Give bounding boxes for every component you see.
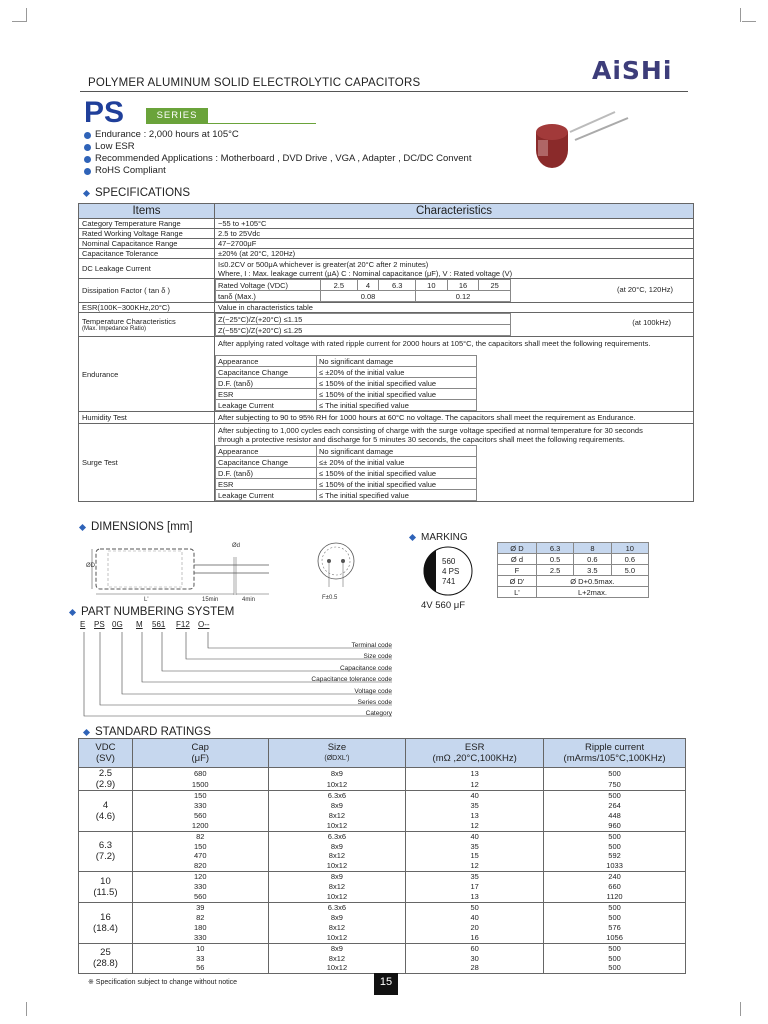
esr-cell: 17: [406, 882, 544, 892]
crop-mark: [740, 8, 741, 22]
section-part-numbering: PART NUMBERING SYSTEM: [70, 606, 234, 618]
size-cell: 8x12: [268, 851, 406, 861]
pn-label-voltage: Voltage code: [354, 688, 392, 695]
size-cell: 8x12: [268, 882, 406, 892]
feature-item: Low ESR: [84, 141, 471, 153]
pn-label-terminal: Terminal code: [351, 642, 392, 649]
pn-label-series: Series code: [357, 699, 392, 706]
cap-cell: 680: [132, 768, 268, 780]
esr-cell: 20: [406, 923, 544, 933]
bullet-icon: [84, 144, 91, 151]
size-cell: 8x12: [268, 954, 406, 964]
cap-cell: 330: [132, 882, 268, 892]
col-header-esr: ESR (mΩ ,20°C,100KHz): [406, 739, 544, 768]
section-specifications: SPECIFICATIONS: [84, 187, 190, 199]
size-cell: 6.3x6: [268, 791, 406, 801]
col-header-ripple: Ripple current (mArms/105°C,100KHz): [544, 739, 686, 768]
table-row: [79, 801, 686, 811]
specifications-table: Items Characteristics Category Temperature Range −55 to +105°C Rated Working Voltage Range 2.5 to 25Vdc Nominal Capacitance Range 47~2700μF Capacitance Tolerance ±20% (at 20°C, 120Hz) DC Leakage Current I≤0.2CV or 500μA whichever is greater(at 20°C after 2 minutes) Where, I : Max. leakage current (μA) C : Nominal capacitance (μF), V : Rated voltage (V) Dissipation Factor ( tan δ ) Rated Voltage (VDC) 2.5 4 6.3 10 16 25 tanδ (Max.) 0.08 0.12 (at 20°C, 120Hz) ESR(100K~300KHz,20°C) Value in characteristics table Temperature Characteristics (Max. Impedance Ratio) Z(−25°C)/Z(+20°C) ≤1.15 Z(−55°C)/Z(+20°C) ≤1.25 (at 100kHz) Endurance After applying rated voltage with rated ripple current for 2000 hours at 105°C, the capacitors shall meet the following requirements. Appearance No significant damage Capacitance Change ≤ ±20% of the initial value D.F. (tanδ) ≤ 150% of the initial specified value ESR ≤ 150% of the initial specified value Leakage Current ≤ The initial specified value Humidity Test After subjecting to 90 to 95% RH for 1000 hours at 60°C no voltage. The capacitors shall meet the requirement as Endurance. Surge Test After subjecting to 1,000 cycles each consisting of charge with the surge voltage specified at normal temperature for 30 seconds through a protective resistor and discharge for 5 minutes 30 seconds, the capacitors shall meet the following requirements. Appearance No significant damage Capacitance Change ≤± 20% of the initial value D.F. (tanδ) ≤ 150% of the initial specified value ESR ≤ 150% of the initial specified value Leakage Current ≤ The initial specified value: [78, 203, 694, 502]
esr-cell: 50: [406, 902, 544, 912]
table-row: [79, 851, 686, 861]
table-row: [79, 791, 686, 801]
size-cell: 8x9: [268, 943, 406, 953]
size-cell: 8x9: [268, 872, 406, 882]
size-cell: 8x9: [268, 801, 406, 811]
dim-d-label: Ød: [232, 543, 241, 549]
table-row: [79, 923, 686, 933]
surge-table: Appearance No significant damage Capacitance Change ≤± 20% of the initial value D.F. (tanδ) ≤ 150% of the initial specified value ESR ≤ 150% of the initial specified value Leakage Current ≤ The initial specified value: [215, 445, 477, 501]
section-marking: MARKING: [410, 532, 468, 543]
standard-ratings-table: [78, 738, 686, 974]
esr-cell: 13: [406, 768, 544, 780]
feature-item: RoHS Compliant: [84, 165, 471, 177]
size-cell: 10x12: [268, 933, 406, 943]
size-cell: 10x12: [268, 821, 406, 831]
cap-cell: 330: [132, 933, 268, 943]
pn-label-category: Category: [365, 710, 392, 717]
crop-mark: [26, 1002, 27, 1016]
cap-cell: 1500: [132, 779, 268, 791]
crop-mark: [740, 1002, 741, 1016]
col-header-size: Size (ØDXL'): [268, 739, 406, 768]
marking-line-3: 741: [442, 577, 456, 586]
dim-4min-label: 4min: [242, 597, 256, 603]
esr-cell: 30: [406, 954, 544, 964]
esr-cell: 35: [406, 872, 544, 882]
ripple-cell: 500: [544, 902, 686, 912]
col-header-cap: Cap (μF): [132, 739, 268, 768]
ripple-cell: 264: [544, 801, 686, 811]
esr-cell: 35: [406, 842, 544, 852]
ripple-cell: 500: [544, 954, 686, 964]
endurance-table: Appearance No significant damage Capacitance Change ≤ ±20% of the initial value D.F. (tanδ) ≤ 150% of the initial specified value ESR ≤ 150% of the initial specified value Leakage Current ≤ The initial specified value: [215, 355, 477, 411]
ripple-cell: 1056: [544, 933, 686, 943]
ripple-cell: 592: [544, 851, 686, 861]
cap-cell: 56: [132, 963, 268, 973]
esr-cell: 28: [406, 963, 544, 973]
col-header-characteristics: Characteristics: [215, 204, 694, 219]
cap-cell: 82: [132, 831, 268, 841]
ripple-cell: 500: [544, 943, 686, 953]
ripple-cell: 500: [544, 963, 686, 973]
size-cell: 10x12: [268, 963, 406, 973]
cap-cell: 33: [132, 954, 268, 964]
table-row: [79, 779, 686, 791]
ripple-cell: 500: [544, 913, 686, 923]
diamond-icon: [69, 608, 76, 615]
series-underline: [146, 123, 316, 124]
size-cell: 8x9: [268, 913, 406, 923]
pn-label-tolerance: Capacitance tolerance code: [311, 676, 392, 683]
size-cell: 6.3x6: [268, 831, 406, 841]
esr-cell: 12: [406, 821, 544, 831]
vdc-cell: 2.5 (2.9): [79, 768, 133, 791]
table-row: [79, 821, 686, 831]
esr-cell: 35: [406, 801, 544, 811]
bullet-icon: [84, 168, 91, 175]
esr-cell: 12: [406, 861, 544, 871]
size-cell: 8x9: [268, 768, 406, 780]
cap-cell: 10: [132, 943, 268, 953]
capacitor-photo: [530, 110, 630, 170]
cap-cell: 820: [132, 861, 268, 871]
esr-cell: 12: [406, 779, 544, 791]
table-row: [79, 954, 686, 964]
esr-cell: 15: [406, 851, 544, 861]
cap-cell: 120: [132, 872, 268, 882]
vdc-cell: 25 (28.8): [79, 943, 133, 974]
dim-15min-label: 15min: [202, 597, 219, 603]
bullet-icon: [84, 132, 91, 139]
table-row: [79, 933, 686, 943]
diamond-icon: [83, 189, 90, 196]
page-number: 15: [374, 973, 398, 995]
part-number-code: E PS 0G M 561 F12 O--: [80, 620, 210, 629]
feature-item: Recommended Applications : Motherboard , DVD Drive , VGA , Adapter , DC/DC Convent: [84, 153, 471, 165]
marking-dimension-table: Ø D 6.3 8 10 Ø d 0.5 0.6 0.6 F 2.5 3.5 5.0 Ø D' Ø D+0.5max. L' L+2max.: [497, 542, 649, 598]
esr-cell: 60: [406, 943, 544, 953]
table-row: [79, 842, 686, 852]
cap-cell: 82: [132, 913, 268, 923]
bullet-icon: [84, 156, 91, 163]
size-cell: 8x9: [268, 842, 406, 852]
table-row: [79, 943, 686, 953]
cap-cell: 39: [132, 902, 268, 912]
cap-cell: 180: [132, 923, 268, 933]
table-row: [79, 811, 686, 821]
esr-cell: 16: [406, 933, 544, 943]
ripple-cell: 750: [544, 779, 686, 791]
ripple-cell: 576: [544, 923, 686, 933]
size-cell: 6.3x6: [268, 902, 406, 912]
col-header-items: Items: [79, 204, 215, 219]
vdc-cell: 6.3 (7.2): [79, 831, 133, 872]
table-row: [79, 882, 686, 892]
diamond-icon: [409, 534, 416, 541]
esr-cell: 40: [406, 831, 544, 841]
cap-cell: 1200: [132, 821, 268, 831]
esr-cell: 13: [406, 811, 544, 821]
dim-l-label: L': [144, 597, 149, 603]
footnote: ※ Specification subject to change without notice: [88, 979, 238, 986]
size-cell: 8x12: [268, 923, 406, 933]
ripple-cell: 660: [544, 882, 686, 892]
dim-od-label: ØD: [86, 563, 95, 569]
pn-label-capacitance: Capacitance code: [339, 665, 392, 672]
feature-item: Endurance : 2,000 hours at 105°C: [84, 129, 471, 141]
esr-cell: 13: [406, 892, 544, 902]
vdc-cell: 10 (11.5): [79, 872, 133, 903]
ripple-cell: 960: [544, 821, 686, 831]
esr-cell: 40: [406, 791, 544, 801]
cap-cell: 470: [132, 851, 268, 861]
section-dimensions: DIMENSIONS [mm]: [80, 521, 193, 533]
vdc-cell: 16 (18.4): [79, 902, 133, 943]
df-table: Rated Voltage (VDC) 2.5 4 6.3 10 16 25 tanδ (Max.) 0.08 0.12: [215, 279, 511, 302]
size-cell: 10x12: [268, 779, 406, 791]
table-row: [79, 831, 686, 841]
pn-label-size: Size code: [363, 653, 392, 660]
marking-line-2: 4 PS: [442, 567, 460, 576]
document-title: POLYMER ALUMINUM SOLID ELECTROLYTIC CAPACITORS: [88, 77, 421, 89]
cap-cell: 150: [132, 791, 268, 801]
ripple-cell: 500: [544, 768, 686, 780]
size-cell: 10x12: [268, 892, 406, 902]
cap-cell: 330: [132, 801, 268, 811]
series-badge: SERIES: [146, 108, 208, 123]
cap-cell: 560: [132, 892, 268, 902]
series-code: PS: [84, 96, 125, 129]
table-row: [79, 902, 686, 912]
ripple-cell: 1120: [544, 892, 686, 902]
section-standard-ratings: STANDARD RATINGS: [84, 726, 211, 738]
table-row: [79, 892, 686, 902]
brand-logo: AiSHi: [592, 56, 673, 85]
marking-line-1: 560: [442, 557, 456, 566]
col-header-vdc: VDC (SV): [79, 739, 133, 768]
dim-f-label: F±0.5: [322, 595, 338, 601]
feature-list: [84, 129, 471, 177]
ripple-cell: 500: [544, 842, 686, 852]
table-row: [79, 768, 686, 780]
diamond-icon: [79, 523, 86, 530]
dimension-drawing: [84, 537, 384, 605]
crop-mark: [26, 8, 27, 22]
ripple-cell: 448: [544, 811, 686, 821]
crop-mark: [742, 21, 756, 22]
diamond-icon: [83, 728, 90, 735]
table-row: [79, 913, 686, 923]
ripple-cell: 500: [544, 831, 686, 841]
header-rule: [80, 91, 688, 92]
size-cell: 8x12: [268, 811, 406, 821]
ripple-cell: 1033: [544, 861, 686, 871]
table-row: [79, 861, 686, 871]
marking-drawing: [418, 545, 478, 597]
ripple-cell: 500: [544, 791, 686, 801]
table-row: [79, 872, 686, 882]
cap-cell: 560: [132, 811, 268, 821]
cap-cell: 150: [132, 842, 268, 852]
size-cell: 10x12: [268, 861, 406, 871]
ripple-cell: 240: [544, 872, 686, 882]
crop-mark: [12, 21, 26, 22]
vdc-cell: 4 (4.6): [79, 791, 133, 832]
esr-cell: 40: [406, 913, 544, 923]
marking-caption: 4V 560 μF: [421, 600, 466, 611]
